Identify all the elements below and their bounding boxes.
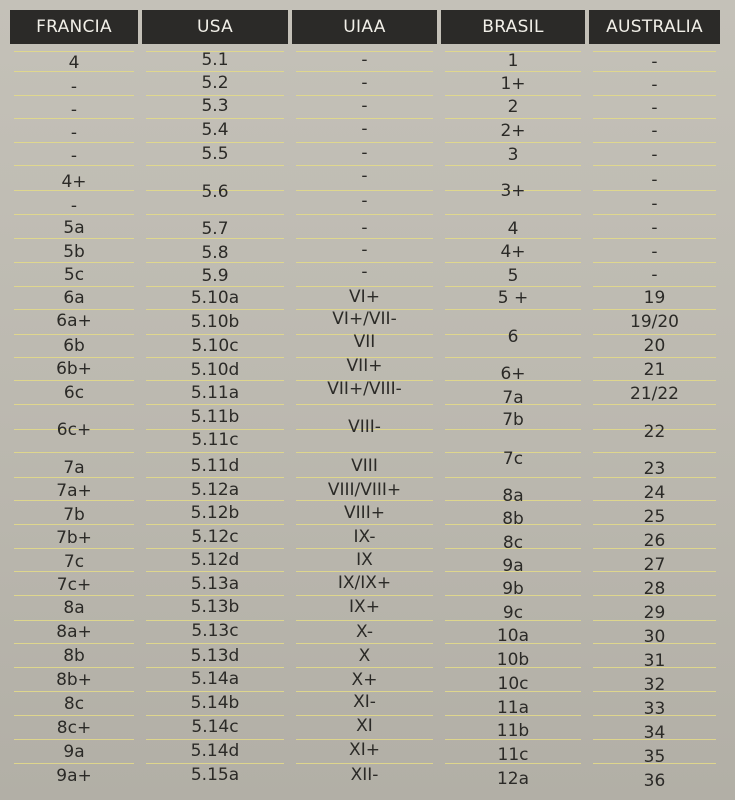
row-rule: [593, 357, 716, 358]
brasil-cell: 12a: [496, 769, 530, 789]
uiaa-cell: -: [361, 262, 368, 282]
row-rule: [146, 477, 284, 478]
australia-cell: 34: [643, 723, 666, 743]
francia-cell: -: [70, 123, 78, 143]
row-rule: [593, 142, 716, 143]
row-rule: [296, 620, 433, 621]
uiaa-cell: -: [361, 240, 368, 260]
row-rule: [593, 452, 716, 453]
usa-cell: 5.13b: [190, 597, 240, 617]
row-rule: [14, 380, 134, 381]
usa-cell: 5.14a: [190, 669, 240, 689]
australia-cell: 33: [643, 699, 666, 719]
row-rule: [146, 739, 284, 740]
usa-cell: 5.14d: [190, 741, 240, 761]
uiaa-cell: VIII: [351, 456, 378, 476]
row-rule: [14, 620, 134, 621]
australia-cell: 21: [643, 360, 666, 380]
francia-cell: 8b+: [56, 670, 92, 690]
row-rule: [593, 165, 716, 166]
uiaa-cell: XII-: [350, 765, 379, 785]
brasil-cell: 6+: [500, 364, 526, 384]
usa-cell: 5.2: [201, 73, 229, 93]
australia-cell: -: [651, 218, 658, 238]
brasil-cell: 1+: [500, 74, 526, 94]
header-francia: FRANCIA: [10, 10, 138, 44]
uiaa-cell: -: [361, 218, 368, 238]
row-rule: [14, 667, 134, 668]
francia-cell: 7a+: [56, 481, 92, 501]
francia-cell: 7b+: [56, 528, 92, 548]
brasil-cell: 9b: [502, 579, 524, 599]
usa-cell: 5.11d: [190, 456, 240, 476]
row-rule: [146, 214, 284, 215]
brasil-cell: 9a: [502, 556, 524, 576]
australia-cell: 26: [643, 531, 666, 551]
australia-cell: -: [651, 194, 658, 214]
row-rule: [14, 357, 134, 358]
uiaa-cell: -: [361, 166, 368, 186]
brasil-cell: 6: [507, 327, 519, 347]
brasil-cell: 4: [507, 219, 519, 239]
uiaa-cell: -: [361, 119, 368, 139]
usa-cell: 5.10d: [190, 360, 240, 380]
usa-cell: 5.9: [201, 266, 229, 286]
usa-cell: 5.12d: [190, 550, 240, 570]
australia-cell: 29: [643, 603, 666, 623]
francia-cell: 6b+: [56, 359, 92, 379]
row-rule: [14, 452, 134, 453]
francia-cell: 8c: [63, 694, 85, 714]
row-rule: [593, 118, 716, 119]
uiaa-cell: VIII/VIII+: [327, 480, 402, 500]
francia-cell: 8a+: [56, 622, 92, 642]
australia-cell: -: [651, 242, 658, 262]
row-rule: [146, 142, 284, 143]
usa-cell: 5.7: [201, 219, 229, 239]
australia-cell: 36: [643, 771, 666, 791]
brasil-cell: 10a: [496, 626, 530, 646]
usa-cell: 5.4: [201, 120, 229, 140]
row-rule: [146, 309, 284, 310]
row-rule: [445, 214, 581, 215]
brasil-cell: 11b: [496, 721, 530, 741]
australia-cell: 20: [643, 336, 666, 356]
row-rule: [296, 404, 433, 405]
brasil-cell: 3+: [500, 181, 526, 201]
header-brasil: BRASIL: [441, 10, 585, 44]
row-rule: [593, 238, 716, 239]
row-rule: [146, 667, 284, 668]
uiaa-cell: VI+: [349, 287, 380, 307]
usa-cell: 5.12b: [190, 503, 240, 523]
uiaa-cell: -: [361, 73, 368, 93]
australia-cell: -: [651, 170, 658, 190]
australia-cell: 35: [643, 747, 666, 767]
australia-cell: -: [651, 145, 658, 165]
row-rule: [14, 643, 134, 644]
francia-cell: 9a+: [56, 766, 92, 786]
row-rule: [445, 357, 581, 358]
usa-cell: 5.13a: [190, 574, 240, 594]
brasil-cell: 2+: [500, 121, 526, 141]
row-rule: [146, 548, 284, 549]
usa-cell: 5.11c: [191, 430, 239, 450]
uiaa-cell: -: [361, 143, 368, 163]
brasil-cell: 8c: [502, 533, 524, 553]
row-rule: [445, 142, 581, 143]
uiaa-cell: IX: [356, 550, 373, 570]
usa-cell: 5.14b: [190, 693, 240, 713]
row-rule: [146, 715, 284, 716]
francia-cell: 7c: [63, 552, 85, 572]
brasil-cell: 1: [507, 51, 519, 71]
brasil-cell: 3: [507, 145, 519, 165]
brasil-cell: 9c: [502, 603, 524, 623]
brasil-cell: 5: [507, 266, 519, 286]
francia-cell: 8b: [63, 646, 85, 666]
row-rule: [14, 739, 134, 740]
row-rule: [14, 334, 134, 335]
uiaa-cell: VII: [353, 332, 376, 352]
francia-cell: -: [70, 196, 78, 216]
australia-cell: -: [651, 265, 658, 285]
brasil-cell: 10c: [497, 674, 529, 694]
australia-cell: 31: [643, 651, 666, 671]
francia-cell: 6a+: [56, 311, 92, 331]
australia-cell: 24: [643, 483, 666, 503]
francia-cell: 7b: [63, 505, 85, 525]
uiaa-cell: VII+: [346, 356, 383, 376]
australia-cell: 28: [643, 579, 666, 599]
francia-cell: -: [70, 77, 78, 97]
row-rule: [14, 51, 134, 52]
francia-cell: 6c: [63, 383, 85, 403]
row-rule: [296, 571, 433, 572]
usa-cell: 5.3: [201, 96, 229, 116]
francia-cell: -: [70, 146, 78, 166]
row-rule: [593, 309, 716, 310]
header-uiaa: UIAA: [292, 10, 437, 44]
row-rule: [296, 452, 433, 453]
row-rule: [593, 286, 716, 287]
brasil-cell: 7a: [502, 388, 524, 408]
usa-cell: 5.13d: [190, 646, 240, 666]
australia-cell: -: [651, 121, 658, 141]
usa-cell: 5.15a: [190, 765, 240, 785]
uiaa-cell: IX+: [349, 597, 380, 617]
row-rule: [14, 238, 134, 239]
usa-cell: 5.12a: [190, 480, 240, 500]
australia-cell: 25: [643, 507, 666, 527]
row-rule: [14, 595, 134, 596]
header-australia: AUSTRALIA: [589, 10, 720, 44]
usa-cell: 5.6: [201, 182, 229, 202]
row-rule: [296, 763, 433, 764]
row-rule: [296, 214, 433, 215]
usa-cell: 5.12c: [191, 527, 239, 547]
usa-cell: 5.11a: [190, 383, 240, 403]
row-rule: [14, 309, 134, 310]
francia-cell: 5b: [63, 242, 85, 262]
australia-cell: 23: [643, 459, 666, 479]
francia-cell: 6c+: [56, 420, 92, 440]
row-rule: [296, 548, 433, 549]
australia-cell: 19/20: [630, 312, 679, 332]
usa-cell: 5.13c: [191, 621, 239, 641]
row-rule: [14, 262, 134, 263]
usa-cell: 5.14c: [191, 717, 239, 737]
row-rule: [593, 190, 716, 191]
row-rule: [14, 763, 134, 764]
uiaa-cell: VIII-: [348, 417, 381, 437]
row-rule: [593, 404, 716, 405]
row-rule: [296, 524, 433, 525]
row-rule: [146, 595, 284, 596]
row-rule: [146, 334, 284, 335]
row-rule: [146, 71, 284, 72]
row-rule: [14, 715, 134, 716]
row-rule: [146, 404, 284, 405]
uiaa-cell: -: [361, 96, 368, 116]
row-rule: [146, 357, 284, 358]
uiaa-cell: VII+/VIII-: [327, 379, 402, 399]
row-rule: [146, 643, 284, 644]
brasil-cell: 2: [507, 97, 519, 117]
francia-cell: 5c: [63, 265, 85, 285]
row-rule: [296, 667, 433, 668]
row-rule: [14, 691, 134, 692]
row-rule: [146, 165, 284, 166]
australia-cell: 32: [643, 675, 666, 695]
row-rule: [146, 380, 284, 381]
row-rule: [445, 262, 581, 263]
francia-cell: 8a: [63, 598, 85, 618]
row-rule: [146, 571, 284, 572]
row-rule: [146, 286, 284, 287]
francia-cell: -: [70, 100, 78, 120]
australia-cell: -: [651, 98, 658, 118]
usa-cell: 5.5: [201, 144, 229, 164]
uiaa-cell: XI+: [349, 740, 380, 760]
brasil-cell: 11a: [496, 698, 530, 718]
row-rule: [146, 452, 284, 453]
uiaa-cell: VI+/VII-: [332, 309, 397, 329]
australia-cell: 27: [643, 555, 666, 575]
francia-cell: 8c+: [56, 718, 92, 738]
francia-cell: 6b: [63, 336, 85, 356]
row-rule: [296, 238, 433, 239]
row-rule: [445, 165, 581, 166]
row-rule: [593, 380, 716, 381]
australia-cell: -: [651, 75, 658, 95]
usa-cell: 5.1: [201, 50, 229, 70]
row-rule: [296, 595, 433, 596]
row-rule: [146, 524, 284, 525]
row-rule: [296, 643, 433, 644]
row-rule: [296, 477, 433, 478]
uiaa-cell: XI-: [353, 692, 376, 712]
row-rule: [146, 763, 284, 764]
row-rule: [593, 214, 716, 215]
row-rule: [593, 334, 716, 335]
row-rule: [445, 118, 581, 119]
row-rule: [14, 404, 134, 405]
francia-cell: 4+: [61, 172, 87, 192]
header-usa: USA: [142, 10, 288, 44]
row-rule: [296, 71, 433, 72]
brasil-cell: 7b: [502, 410, 524, 430]
australia-cell: 22: [643, 422, 666, 442]
francia-cell: 7c+: [56, 575, 92, 595]
brasil-cell: 5 +: [497, 288, 529, 308]
row-rule: [14, 286, 134, 287]
row-rule: [445, 286, 581, 287]
australia-cell: 21/22: [630, 384, 679, 404]
row-rule: [445, 71, 581, 72]
uiaa-cell: IX/IX+: [337, 573, 392, 593]
uiaa-cell: -: [361, 50, 368, 70]
brasil-cell: 7c: [502, 449, 524, 469]
francia-cell: 6a: [63, 288, 85, 308]
brasil-cell: 8b: [502, 509, 524, 529]
australia-cell: -: [651, 52, 658, 72]
francia-cell: 7a: [63, 458, 85, 478]
row-rule: [445, 95, 581, 96]
francia-cell: 5a: [63, 218, 85, 238]
uiaa-cell: XI: [356, 716, 373, 736]
uiaa-cell: X: [358, 646, 371, 666]
brasil-cell: 4+: [500, 242, 526, 262]
row-rule: [146, 118, 284, 119]
usa-cell: 5.8: [201, 243, 229, 263]
brasil-cell: 10b: [496, 650, 530, 670]
francia-cell: 9a: [63, 742, 85, 762]
uiaa-cell: -: [361, 191, 368, 211]
row-rule: [14, 548, 134, 549]
row-rule: [445, 477, 581, 478]
row-rule: [296, 500, 433, 501]
australia-cell: 19: [643, 288, 666, 308]
usa-cell: 5.11b: [190, 407, 240, 427]
usa-cell: 5.10c: [191, 336, 239, 356]
row-rule: [445, 309, 581, 310]
row-rule: [593, 262, 716, 263]
row-rule: [146, 500, 284, 501]
uiaa-cell: VIII+: [344, 503, 385, 523]
brasil-cell: 8a: [502, 486, 524, 506]
uiaa-cell: IX-: [353, 527, 376, 547]
usa-cell: 5.10a: [190, 288, 240, 308]
usa-cell: 5.10b: [190, 312, 240, 332]
uiaa-cell: X+: [351, 670, 378, 690]
uiaa-cell: X-: [356, 622, 373, 642]
brasil-cell: 11c: [497, 745, 529, 765]
row-rule: [593, 95, 716, 96]
francia-cell: 4: [68, 53, 80, 73]
row-rule: [146, 691, 284, 692]
australia-cell: 30: [643, 627, 666, 647]
